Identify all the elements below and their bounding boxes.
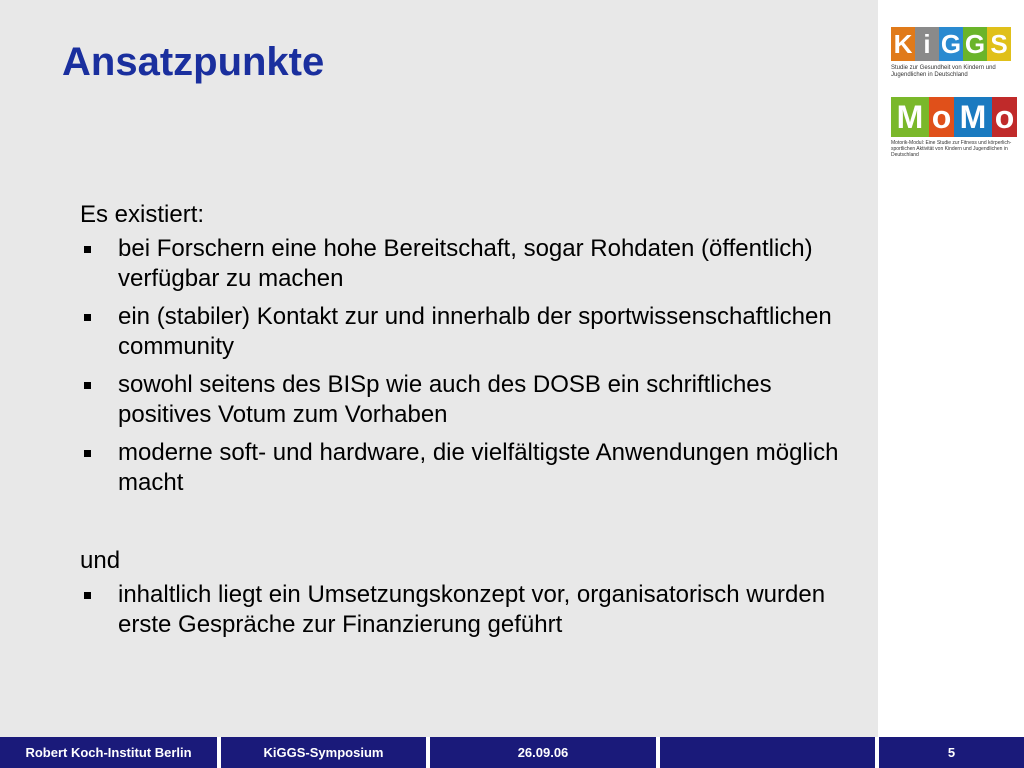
momo-logo-letters (891, 97, 1017, 137)
bullet-icon (84, 314, 91, 321)
slide-title: Ansatzpunkte (62, 40, 325, 84)
footer-page-number: 5 (947, 745, 956, 760)
footer-empty (660, 737, 879, 768)
bullet-icon (84, 246, 91, 253)
kiggs-logo-letters (891, 27, 1015, 61)
footer-event: KiGGS-Symposium (221, 737, 430, 768)
bullet-list-2 (80, 580, 870, 640)
footer-bar (0, 737, 1024, 768)
slide-body (80, 200, 870, 648)
footer-institution: Robert Koch-Institut Berlin (0, 737, 221, 768)
bullet-icon (84, 450, 91, 457)
kiggs-logo (891, 27, 1015, 79)
logo-letter: G (939, 27, 963, 61)
logo-letter: i (915, 27, 939, 61)
intro-text: Es existiert: (80, 201, 205, 228)
momo-logo (891, 97, 1017, 158)
logo-letter: K (891, 27, 915, 61)
bullet-icon (84, 382, 91, 389)
list-item: ein (stabiler) Kontakt zur und innerhalb der sportwissenschaftlichen community (80, 302, 870, 362)
logo-letter: o (929, 97, 954, 137)
list-item: sowohl seitens des BISp wie auch des DOSB ein schriftliches positives Votum zum Vorhaben (80, 370, 870, 430)
footer-date: 26.09.06 (430, 737, 660, 768)
momo-logo-subtitle: Motorik-Modul: Eine Studie zur Fitness und körperlich-sportlichen Aktivität von Kindern und Jugendlichen in Deutschland (891, 140, 1012, 158)
kiggs-logo-subtitle: Studie zur Gesundheit von Kindern und Jugendlichen in Deutschland (891, 65, 996, 78)
logo-letter: M (954, 97, 992, 137)
connector-text: und (80, 547, 121, 574)
list-item: inhaltlich liegt ein Umsetzungskonzept vor, organisatorisch wurden erste Gespräche zur Finanzierung geführt (80, 580, 870, 640)
bullet-icon (84, 592, 91, 599)
list-item: moderne soft- und hardware, die vielfältigste Anwendungen möglich macht (80, 438, 870, 498)
logo-letter: o (992, 97, 1017, 137)
logo-letter: M (891, 97, 929, 137)
logo-letter: S (987, 27, 1011, 61)
logo-letter: G (963, 27, 987, 61)
list-item: bei Forschern eine hohe Bereitschaft, sogar Rohdaten (öffentlich) verfügbar zu machen (80, 234, 870, 294)
bullet-list (80, 234, 870, 498)
